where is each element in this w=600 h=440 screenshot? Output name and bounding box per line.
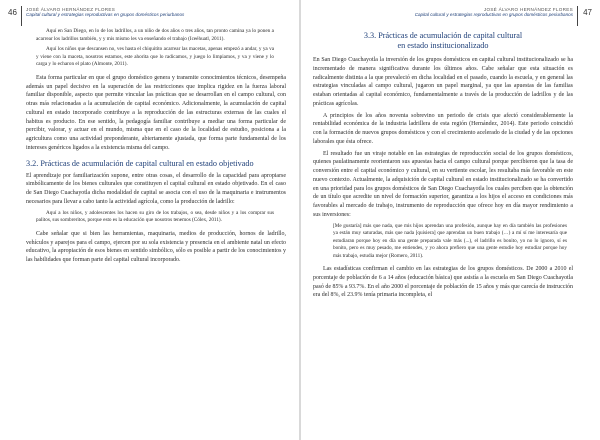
page-number: 46 <box>8 8 17 17</box>
interview-quote <box>36 28 274 69</box>
page-body <box>26 28 286 265</box>
running-head-title: Capital cultural y estrategias reproductivas en grupos domésticos periurbanos <box>414 12 573 18</box>
body-paragraph: Esta forma particular en que el grupo doméstico genera y transmite conocimientos técnicos, desempeña además un papel decisivo en la superación de las restricciones que implica rigidez en la fuerza laboral familiar disponible, aspecto que permite vincular las prácticas que se desarrollan en el campo cultural, con otras más relacionadas a la acumulación de capital económico. Adicionalmente, la acumulación de capital cultural en estado incorporado contribuye a la reproducción de las estructuras externas de las cuales el habitus es producto. En ese sentido, la pedagogía familiar contribuye a mediar una forma particular de percibir, valorar, y actuar en el mundo, misma que en el caso de la localidad de estudio, posiciona a la agricultura como una actividad preponderante, abiertamente ajustada, que forma parte fundamental de los intereses genéricos ligados a la existencia misma del campo. <box>26 74 286 151</box>
body-paragraph: Las estadísticas confirman el cambio en las estrategias de los grupos domésticos. De 2000 a 2010 el porcentaje de población de 6 a 14 años (educación básica) que asistía a la escuela en San Diego Cuachayotla pasó de 85% a 93.7%. En el año 2000 el porcentaje de población de 15 años y más que carecía de instrucción era del 8%, el 23.9% tenía primaria incompleta, el <box>313 266 573 299</box>
body-paragraph: El resultado fue un viraje notable en las estrategias de reproducción social de los grupos domésticos, quienes paulatinamente reorientaron sus apuestas hacia el campo cultural porque percibieron que la tasa de conversión entre el capital económico y cultural, en su vertiente escolar, les resultaba más favorable en este nuevo contexto. Actualmente, la adquisición de capital cultural en estado institucionalizado se ha convertido en una prioridad para los grupos domésticos de San Diego Cuachayotla los cuales perciben que la obtención de un título que acredite un nivel de formación superior, garantiza a los hijos el acceso en condiciones más favorables al mercado de trabajo, instrumento de reproducción que ofrece hoy en día mayor rendimiento a sus inversiones: <box>313 150 573 218</box>
header-rule <box>577 6 578 26</box>
interview-quote <box>333 223 567 261</box>
section-heading-line: 3.3. Prácticas de acumulación de capital cultural <box>363 31 523 40</box>
page-body <box>313 28 573 300</box>
running-head <box>26 7 184 18</box>
body-paragraph: A principios de los años noventa sobrevino un periodo de crisis que afectó considerablemente la rentabilidad económica de la industria ladrillera de esta región (Hernández, 2014). Este periodo coincidió con la formación de nuevos grupos domésticos y con el crecimiento acelerado de la ciudad y de las opciones laborales que ésta ofrece. <box>313 112 573 145</box>
section-heading-line: en estado institucionalizado <box>397 41 489 50</box>
quote-paragraph: Aquí a los niños, y adolescentes los hacen su giro de los trabajos, o sea, desde niños y a los comprar sus palitos, sus sombreritos, porque esto es la educación que nosotros tenemos (Cólex, 2011). <box>36 209 274 224</box>
running-head-author: JOSÉ ÁLVARO HERNÁNDEZ FLORES <box>483 7 573 12</box>
page-number: 47 <box>583 8 592 17</box>
section-heading: 3.2. Prácticas de acumulación de capital cultural en estado objetivado <box>26 158 254 168</box>
quote-paragraph: Aquí los niños que descansen no, ves hasta el chiquitito acarrear las macetas, apenas empezó a andar, y ya va y viene con la maceta, nosotros estamos, este ahorita que lo radicamos, y juego lo limpiamos, y va y viene y lo carga y lo echaron el plato (Almonte, 2011). <box>36 46 274 68</box>
running-head <box>415 7 573 18</box>
section-heading <box>313 31 573 51</box>
body-paragraph: Cabe señalar que si bien las herramientas, maquinaria, medios de producción, hornos de ladrillo, vehículos y aparejos para el campo, ejercen por su sola existencia y presencia en el ambiente natal un efecto educativo, la apropiación de esos bienes en sentido simbólico, sólo es posible a partir de los conocimientos y las habilidades que forman parte del capital cultural incorporado. <box>26 230 286 264</box>
header-rule <box>21 6 22 26</box>
running-header <box>8 0 286 28</box>
running-head-title: Capital cultural y estrategias reproductivas en grupos domésticos periurbanos <box>26 12 185 18</box>
quote-paragraph: [Me gustaría] más que nada, que mis hijos aprendan una profesión, aunque hay en día también las profesiones ya están muy saturadas, más que nada [quisiera] que aprendan un buen trabajo (…) a mí sí me interesaría que estudiaran porque hoy en día una gente preparada vale más (...), el ladrillo es bonito, yo no lo ignoro, sí es bonito, pero es muy pesado, me entiendes, y yo ahora prefiero que una gente estudie hoy estudiar porque hoy más trabajo, estudia mejor (Romero, 2011). <box>333 222 567 259</box>
body-paragraph: El aprendizaje por familiarización supone, entre otras cosas, el desarrollo de la capacidad para apropiarse simbólicamente de los bienes culturales que constituyen el capital cultural en estado objetivado. En el caso de San Diego Cuachayotla dicha modalidad de capital se asocia con el uso de la maquinaria e instrumentos necesarios para llevar a cabo tanto la actividad agrícola, como la producción de ladrillo: <box>26 172 286 205</box>
quote-paragraph: Aquí en San Diego, en lo de los ladrillos, a un niño de dos años o tres años, tan pronto camina ya lo ponen a acarrear los ladrillos también, y y mis mismo les va enseñando el trabajo (Iceéhuatl, 2011). <box>36 28 274 42</box>
right-page <box>300 0 600 440</box>
running-head-author: JOSÉ ÁLVARO HERNÁNDEZ FLORES <box>26 7 116 12</box>
interview-quote <box>36 210 274 225</box>
body-paragraph: En San Diego Cuachayotla la inversión de los grupos domésticos en capital cultural institucionalizado se ha incrementado de manera significativa durante los últimos años. Cabe señalar que esta situación es radicalmente distinta a la que prevaleció en dicha localidad en el pasado, cuando la escuela, y en general las estrategias vinculadas al campo cultural, jugaron un papel marginal, ya que las apuestas de las familias estaban orientadas al capital económico, fundamentalmente a través de la producción de ladrillos y de las prácticas agrícolas. <box>313 57 573 107</box>
running-header <box>313 0 592 28</box>
